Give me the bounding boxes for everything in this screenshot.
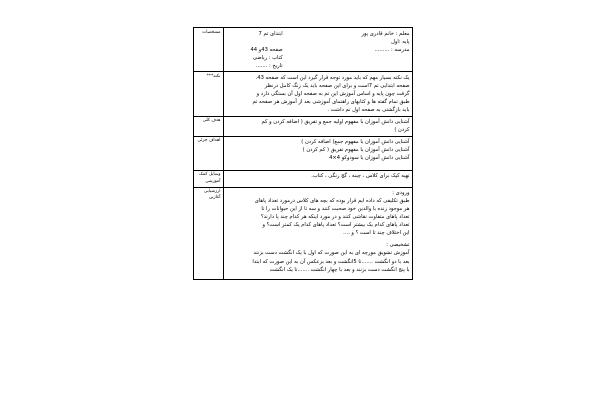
general-goal-line: کردن ) <box>394 127 410 134</box>
side-label-general-goal: هدف کلی <box>194 116 224 136</box>
diagnosis-title: تشخیصی : <box>386 242 410 249</box>
note-row <box>194 72 413 116</box>
diagnosis-line: با پنج انگشت دست بزنند و بعد با چهار انگشت .......تا یک انگشت <box>269 266 410 273</box>
side-label-partial-goals: اهداف جزئی <box>194 136 224 170</box>
diagnosis-line: بعد با دو انگشت .......تا 5انگشت و بعد برعکس آن به این صورت که ابتدا <box>252 258 410 265</box>
note-line: یک نکته بسیار مهم که باید مورد توجه قرار گیرد این است که صفحه 43. <box>255 74 410 81</box>
partial-goal-line: آشنایی دانش آموزان با مفهوم تفریق ( کم کردن ) <box>302 147 410 154</box>
lesson-plan-sheet <box>193 27 413 400</box>
side-label-evaluation: ارزشیابی آغازین <box>194 187 224 280</box>
class-level: ابتدای تم 7 <box>258 30 283 37</box>
partial-goal-line: آشنایی دانش آموزان با سودوکو 4×4 <box>329 155 410 162</box>
general-goal-row <box>194 116 413 136</box>
side-label-tools: وسایل کمک آموزشی <box>194 170 224 187</box>
school-label: مدرسه : ......... <box>374 46 410 53</box>
evaluation-cell <box>224 187 413 280</box>
note-cell <box>224 72 413 116</box>
entry-title: ورودی : <box>392 190 410 196</box>
note-line: گرفت چون پایه و اساس آموزش این تم به صفحه اول آن بستگی دارد و <box>256 90 410 97</box>
tools-text: تهیه کیک برای کلاس ، چینه ، گچ رنگی ، کتاب. <box>311 173 410 180</box>
note-line: صفحه ابتدایی تم 7است و برای این صفحه باید یک زنگ کامل درنظر <box>264 82 410 89</box>
diagnosis-line: آموزش تشویق مورچه ای به این صورت که اول با یک انگشت دست بزنند <box>253 250 410 257</box>
header-col-right <box>361 30 409 70</box>
general-goal-line: آشنایی دانش آموزان با مفهوم اولیه جمع و تفریق ( اضافه کردن و کم <box>261 119 410 126</box>
tools-row <box>194 170 413 187</box>
header-col-left <box>251 30 283 70</box>
header-row <box>194 28 413 72</box>
partial-goals-cell <box>224 136 413 170</box>
evaluation-row <box>194 187 413 280</box>
side-label-note: نکته*** <box>194 72 224 116</box>
entry-line: هر موجود زنده با والدین خود صحبت کنند و سه تا از این حیوانات را تا <box>261 206 410 213</box>
entry-line: این اختلاف چند تا است ؟ و .... <box>343 230 410 237</box>
grade-label: پایه :اول <box>391 38 410 45</box>
pages-label: صفحه 43و 44 <box>250 46 283 53</box>
entry-line: تعداد پاهای متفاوت نقاشی کنند و در مورد اینکه هر کدام چند پا دارند؟ <box>260 214 410 221</box>
general-goal-cell <box>224 116 413 136</box>
book-label: کتاب : ریاضی <box>252 54 283 61</box>
side-label-specs: مشخصات <box>194 28 224 72</box>
date-label: تاریخ : ....... <box>255 62 283 69</box>
tools-cell <box>224 170 413 187</box>
partial-goals-row <box>194 136 413 170</box>
lesson-plan-table <box>193 27 413 280</box>
note-line: طبق تمام گفته ها و کتابهای راهنمای آموزشی بعد از آموزش هر صفحه تم <box>252 99 410 105</box>
partial-goal-line: آشنایی دانش آموزان با مفهوم جمع( اضافه کردن ) <box>301 139 410 146</box>
note-line: باید بازگشتی به صفحه اول تم داشت . <box>327 107 410 114</box>
entry-line: طبق تکلیفی که داده ایم قرار بوده که بچه های کلاس درمورد تعداد پاهای <box>254 198 410 205</box>
teacher-name: معلم : خانم قادری پور <box>361 30 410 37</box>
header-cell <box>224 28 413 72</box>
entry-line: تعداد پاهای کدام یک بیشتر است؟ تعداد پاهای کدام یک کمتر است؟ و <box>262 222 410 229</box>
